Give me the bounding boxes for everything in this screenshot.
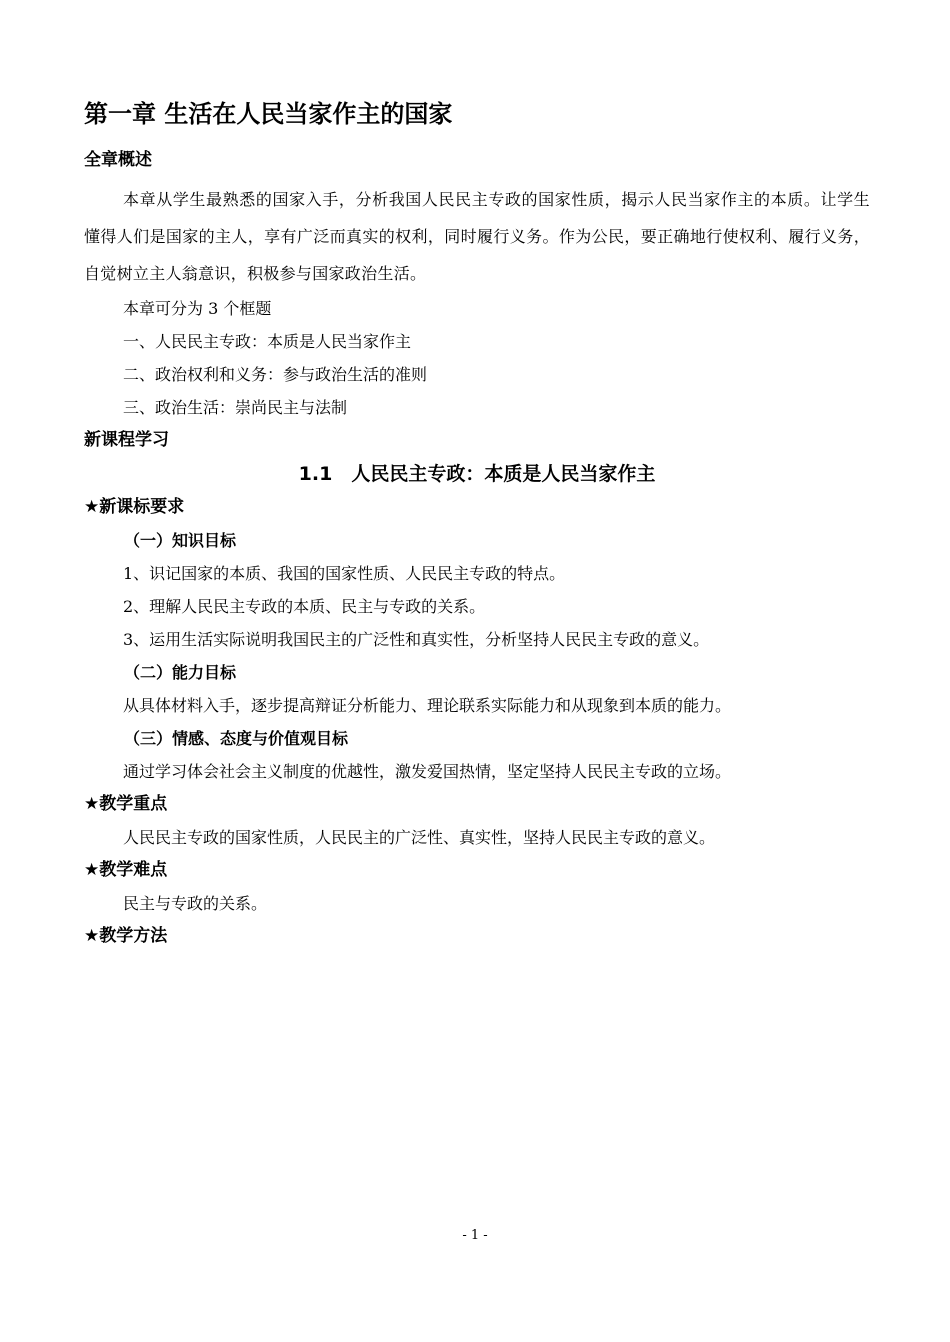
knowledge-item-3: 3、运用生活实际说明我国民主的广泛性和真实性，分析坚持人民民主专政的意义。 [123, 630, 710, 649]
key-points-text: 人民民主专政的国家性质，人民民主的广泛性、真实性，坚持人民民主专政的意义。 [123, 828, 716, 847]
frames-intro: 本章可分为 3 个框题 [123, 299, 272, 318]
ability-text: 从具体材料入手，逐步提高辩证分析能力、理论联系实际能力和从现象到本质的能力。 [123, 696, 732, 715]
frame-item-1: 一、人民民主专政：本质是人民当家作主 [123, 332, 412, 351]
knowledge-heading: （一）知识目标 [124, 531, 237, 550]
chapter-title: 第一章 生活在人民当家作主的国家 [84, 100, 453, 128]
frame-item-3: 三、政治生活：崇尚民主与法制 [123, 398, 348, 417]
page-content [84, 96, 870, 953]
overview-heading: 全章概述 [84, 150, 152, 170]
standards-heading: ★新课标要求 [84, 497, 185, 517]
ability-heading: （二）能力目标 [124, 663, 237, 682]
difficulty-heading: ★教学难点 [84, 860, 168, 880]
new-course-heading: 新课程学习 [84, 430, 169, 450]
knowledge-item-1: 1、识记国家的本质、我国的国家性质、人民民主专政的特点。 [123, 564, 566, 583]
difficulty-text: 民主与专政的关系。 [123, 894, 268, 913]
page-number: - 1 - [462, 1228, 488, 1243]
emotion-heading: （三）情感、态度与价值观目标 [124, 729, 349, 748]
key-points-heading: ★教学重点 [84, 794, 168, 814]
section-title: 1.1 人民民主专政：本质是人民当家作主 [298, 463, 656, 485]
knowledge-item-2: 2、理解人民民主专政的本质、民主与专政的关系。 [123, 597, 486, 616]
overview-paragraph: 本章从学生最熟悉的国家入手，分析我国人民民主专政的国家性质，揭示人民当家作主的本质。让学生懂得人们是国家的主人，享有广泛而真实的权利，同时履行义务。作为公民，要正确地行使权利、履行义务，自觉树立主人翁意识，积极参与国家政治生活。 [84, 190, 870, 283]
frame-item-2: 二、政治权利和义务：参与政治生活的准则 [123, 365, 428, 384]
method-heading: ★教学方法 [84, 926, 168, 946]
emotion-text: 通过学习体会社会主义制度的优越性，激发爱国热情，坚定坚持人民民主专政的立场。 [123, 762, 732, 781]
